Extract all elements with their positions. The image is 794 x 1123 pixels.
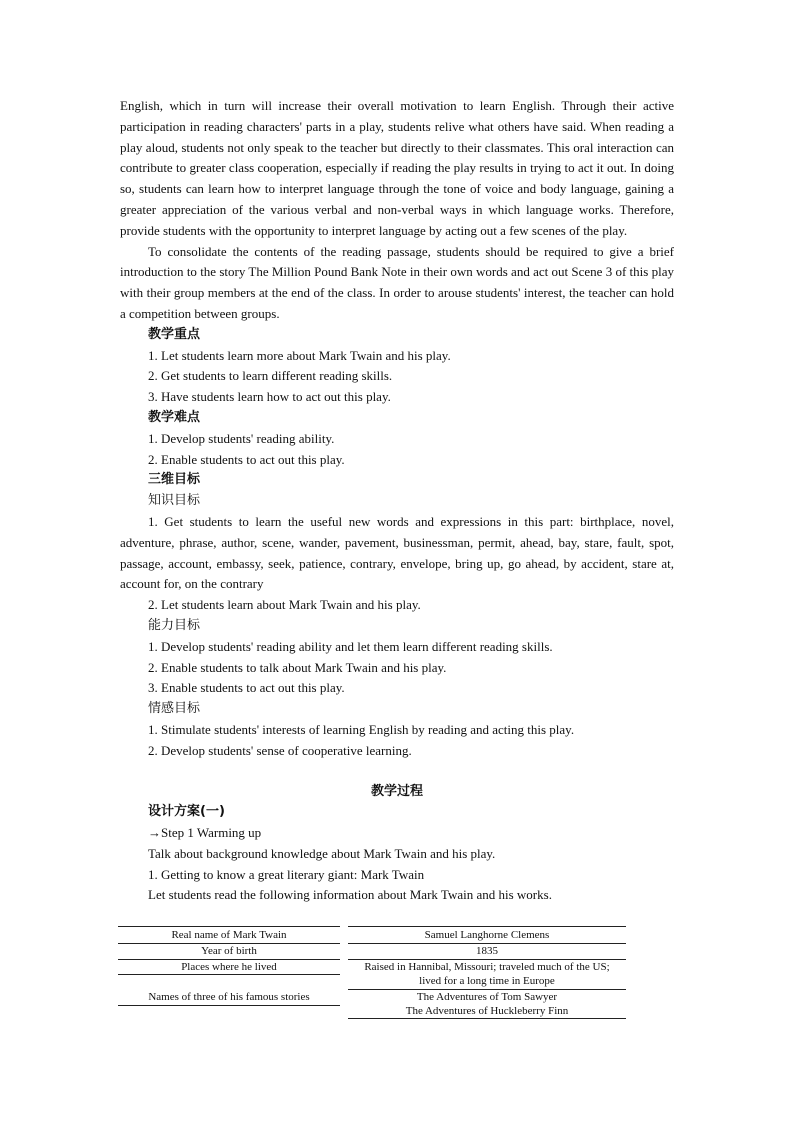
knowledge-objective-item: 2. Let students learn about Mark Twain and his play. xyxy=(148,597,421,613)
table-value: The Adventures of Huckleberry Finn xyxy=(405,1005,569,1017)
consolidate-paragraph: To consolidate the contents of the reading passage, students should be required to give a brief introduction to the story The Million Pound Bank Note in their own words and act out Scene 3 of this play with their group members at the end of the class. In order to arouse students' interest, the teacher can hold a competition between groups. xyxy=(120,243,674,321)
talk-text: Talk about background knowledge about Mark Twain and his play. xyxy=(148,845,496,861)
table-value: Samuel Langhorne Clemens xyxy=(424,929,550,941)
table-value: Raised in Hannibal, Missouri; traveled much of the US; xyxy=(364,961,610,973)
key-point-item: 1. Let students learn more about Mark Twain and his play. xyxy=(148,347,451,363)
ability-objective-item: 3. Enable students to act out this play. xyxy=(148,680,345,696)
table-value: lived for a long time in Europe xyxy=(419,975,555,987)
getting-text: 1. Getting to know a great literary giant: Mark Twain xyxy=(148,866,425,882)
spacer xyxy=(120,762,674,782)
emotion-objectives-heading: 情感目标 xyxy=(148,701,201,717)
key-point-item: 2. Get students to learn different reading skills. xyxy=(148,368,393,384)
document-body xyxy=(120,96,674,906)
knowledge-objective-item: 1. Get students to learn the useful new words and expressions in this part: birthplace, novel, adventure, phrase, author, scene, wander, pavement, businessman, permit, ahead, bay, stare, fault, spot, passage, account, embassy, seek, patience, contrary, envelope, bring up, go ahead, by accident, stare at, account for, on the contrary xyxy=(120,513,674,592)
step-heading: →Step 1 Warming up xyxy=(148,825,262,841)
emotion-objective-item: 2. Develop students' sense of cooperative learning. xyxy=(148,742,412,758)
instruction-text: Let students read the following information about Mark Twain and his works. xyxy=(148,887,552,903)
ability-objective-item: 1. Develop students' reading ability and let them learn different reading skills. xyxy=(148,638,553,654)
intro-paragraph: English, which in turn will increase their overall motivation to learn English. Through their active participation in reading characters' parts in a play, students relive what others have said. When reading a play aloud, students not only speak to the teacher but directly to their classmates. This oral interaction can contribute to greater class cooperation, especially if reading the play results in trying to act it out. In doing so, students can learn how to interpret language through the tone of voice and body language, gaining a greater appreciation of the various verbal and non-verbal ways in which language works. Therefore, provide students with the opportunity to interpret language by acting out a few scenes of the play. xyxy=(120,98,674,238)
objectives-heading: 三维目标 xyxy=(148,472,201,488)
table-label: Places where he lived xyxy=(181,961,277,973)
process-title: 教学过程 xyxy=(370,783,423,799)
emotion-objective-item: 1. Stimulate students' interests of learning English by reading and acting this play. xyxy=(148,721,575,737)
difficult-points-heading: 教学难点 xyxy=(148,409,201,425)
ability-objectives-heading: 能力目标 xyxy=(148,617,201,633)
difficult-point-item: 2. Enable students to act out this play. xyxy=(148,451,345,467)
table-rule xyxy=(348,926,626,927)
table-label: Names of three of his famous stories xyxy=(148,991,310,1003)
table-value: 1835 xyxy=(476,945,498,957)
table-label: Real name of Mark Twain xyxy=(171,929,287,941)
difficult-point-item: 1. Develop students' reading ability. xyxy=(148,430,335,446)
table-rule xyxy=(118,926,340,927)
knowledge-objectives-heading: 知识目标 xyxy=(148,493,201,509)
table-rule xyxy=(348,1018,626,1019)
table-rule xyxy=(118,974,340,975)
plan-heading: 设计方案(一) xyxy=(148,804,225,820)
key-points-heading: 教学重点 xyxy=(148,326,201,342)
table-label: Year of birth xyxy=(201,945,257,957)
table-value: The Adventures of Tom Sawyer xyxy=(416,991,558,1003)
table-rule xyxy=(118,1005,340,1006)
ability-objective-item: 2. Enable students to talk about Mark Twain and his play. xyxy=(148,659,447,675)
key-point-item: 3. Have students learn how to act out this play. xyxy=(148,389,391,405)
